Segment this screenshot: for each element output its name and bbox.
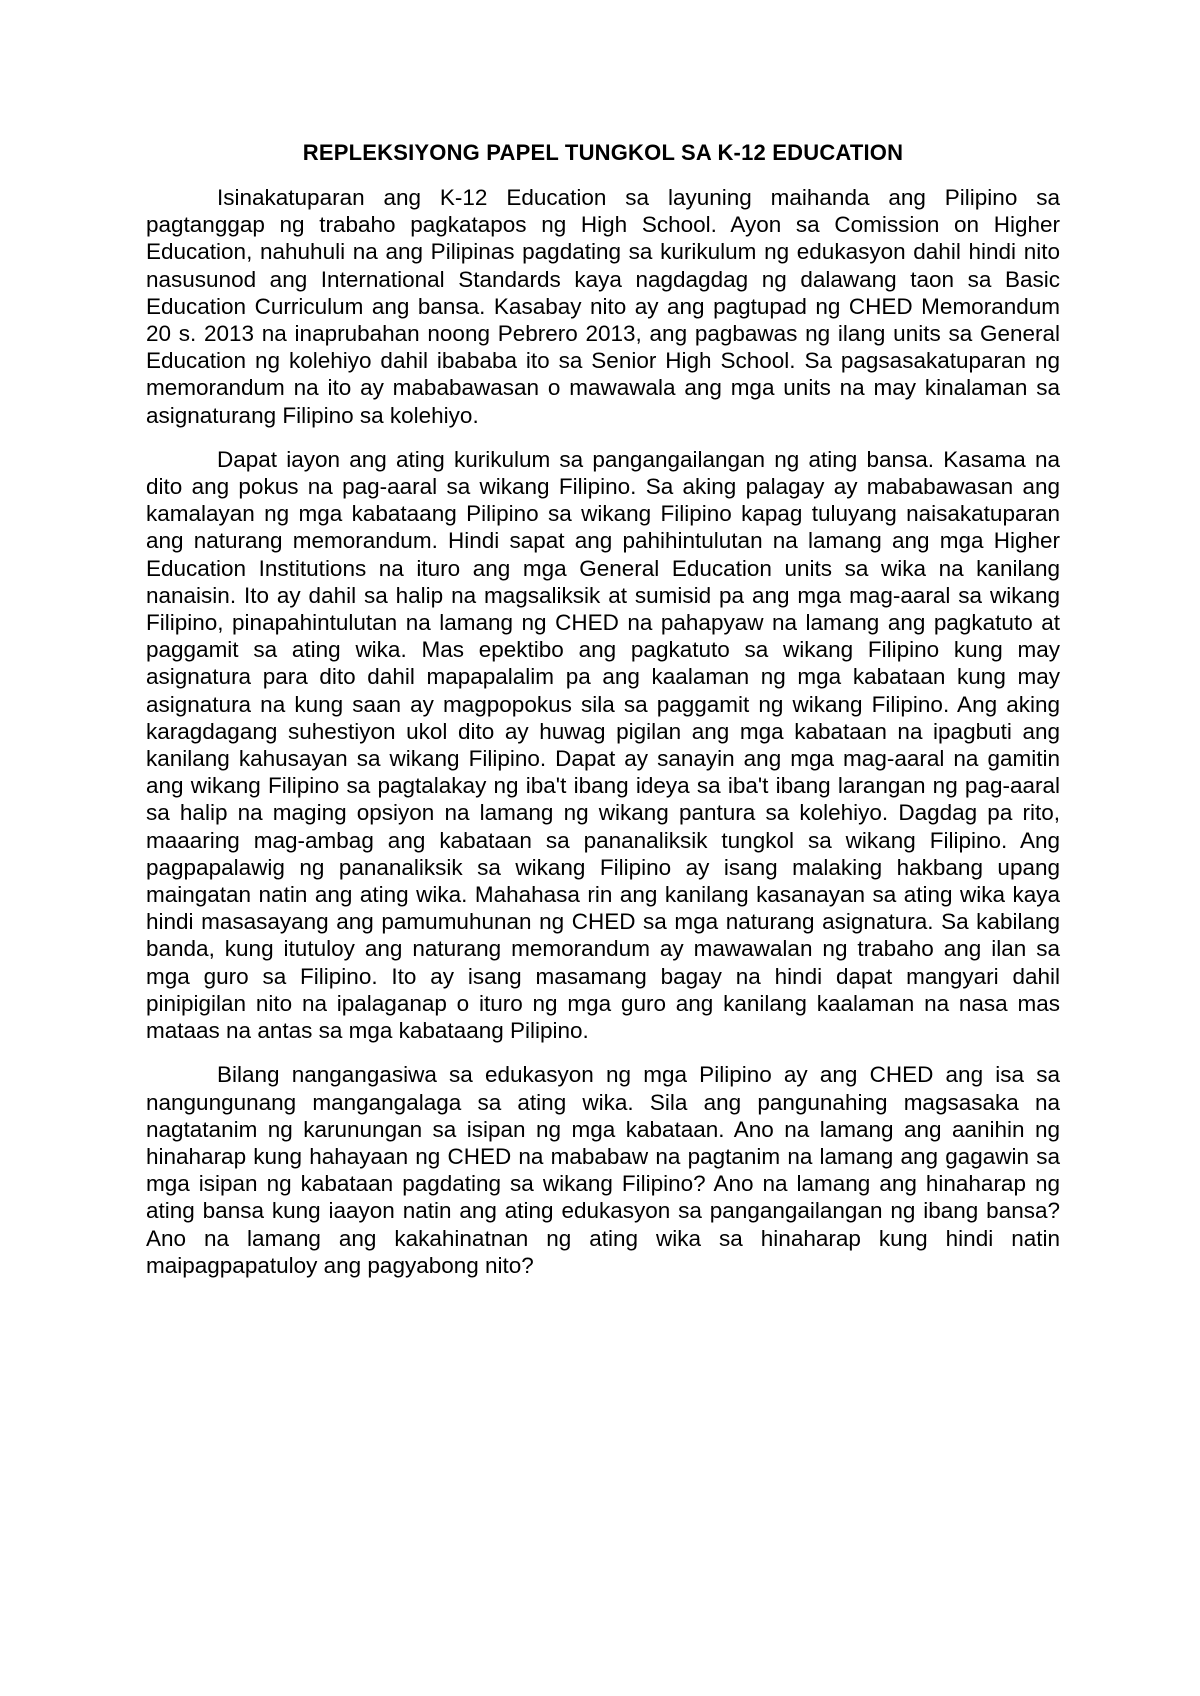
document-title: REPLEKSIYONG PAPEL TUNGKOL SA K-12 EDUCATION [302,140,904,165]
paragraph-1: Isinakatuparan ang K-12 Education sa layuning maihanda ang Pilipino sa pagtanggap ng trabaho pagkatapos ng High School. Ayon sa Comission on Higher Education, nahuhuli na ang Pilipinas pagdating sa kurikulum ng edukasyon dahil hindi nito nasusunod ang International Standards kaya nagdagdag ng dalawang taon sa Basic Education Curriculum ang bansa. Kasabay nito ay ang pagtupad ng CHED Memorandum 20 s. 2013 na inaprubahan noong Pebrero 2013, ang pagbawas ng ilang units sa General Education ng kolehiyo dahil ibababa ito sa Senior High School. Sa pagsasakatuparan ng memorandum na ito ay mababawasan o mawawala ang mga units na may kinalaman sa asignaturang Filipino sa kolehiyo. [146,185,1060,428]
document-page [146,140,1060,1296]
paragraph-3: Bilang nangangasiwa sa edukasyon ng mga Pilipino ay ang CHED ang isa sa nangungunang mangangalaga sa ating wika. Sila ang pangunahing magsasaka na nagtatanim ng karunungan sa isipan ng mga kabataan. Ano na lamang ang aanihin ng hinaharap kung hahayaan ng CHED na mababaw na pagtanim na lamang ang gagawin sa mga isipan ng kabataan pagdating sa wikang Filipino? Ano na lamang ang hinaharap ng ating bansa kung iaayon natin ang ating edukasyon sa pangangailangan ng ibang bansa? Ano na lamang ang kakahinatnan ng ating wika sa hinaharap kung hindi natin maipagpapatuloy ang pagyabong nito? [146,1062,1060,1278]
paragraph-2: Dapat iayon ang ating kurikulum sa pangangailangan ng ating bansa. Kasama na dito ang pokus na pag-aaral sa wikang Filipino. Sa aking palagay ay mababawasan ang kamalayan ng mga kabataang Pilipino sa wikang Filipino kapag tuluyang naisakatuparan ang naturang memorandum. Hindi sapat ang pahihintulutan na lamang ang mga Higher Education Institutions na ituro ang mga General Education units sa wika na kanilang nanaisin. Ito ay dahil sa halip na magsaliksik at sumisid pa ang mga mag-aaral sa wikang Filipino, pinapahintulutan na lamang ng CHED na pahapyaw na lamang ang pagkatuto at paggamit sa ating wika. Mas epektibo ang pagkatuto sa wikang Filipino kung may asignatura para dito dahil mapapalalim pa ang kaalaman ng mga kabataan kung may asignatura na kung saan ay magpopokus sila sa paggamit ng wikang Filipino. Ang aking karagdagang suhestiyon ukol dito ay huwag pigilan ang mga kabataan na ipagbuti ang kanilang kahusayan sa wikang Filipino. Dapat ay sanayin ang mga mag-aaral na gamitin ang wikang Filipino sa pagtalakay ng iba't ibang ideya sa iba't ibang larangan ng pag-aaral sa halip na maging opsiyon na lamang ng wikang pantura sa kolehiyo. Dagdag pa rito, maaaring mag-ambag ang kabataan sa pananaliksik tungkol sa wikang Filipino. Ang pagpapalawig ng pananaliksik sa wikang Filipino ay isang malaking hakbang upang maingatan natin ang ating wika. Mahahasa rin ang kanilang kasanayan sa ating wika kaya hindi masasayang ang pamumuhunan ng CHED sa mga naturang asignatura. Sa kabilang banda, kung itutuloy ang naturang memorandum ay mawawalan ng trabaho ang ilan sa mga guro sa Filipino. Ito ay isang masamang bagay na hindi dapat mangyari dahil pinipigilan nito na ipalaganap o ituro ng mga guro ang kanilang kaalaman na nasa mas mataas na antas sa mga kabataang Pilipino. [146,446,1060,1044]
